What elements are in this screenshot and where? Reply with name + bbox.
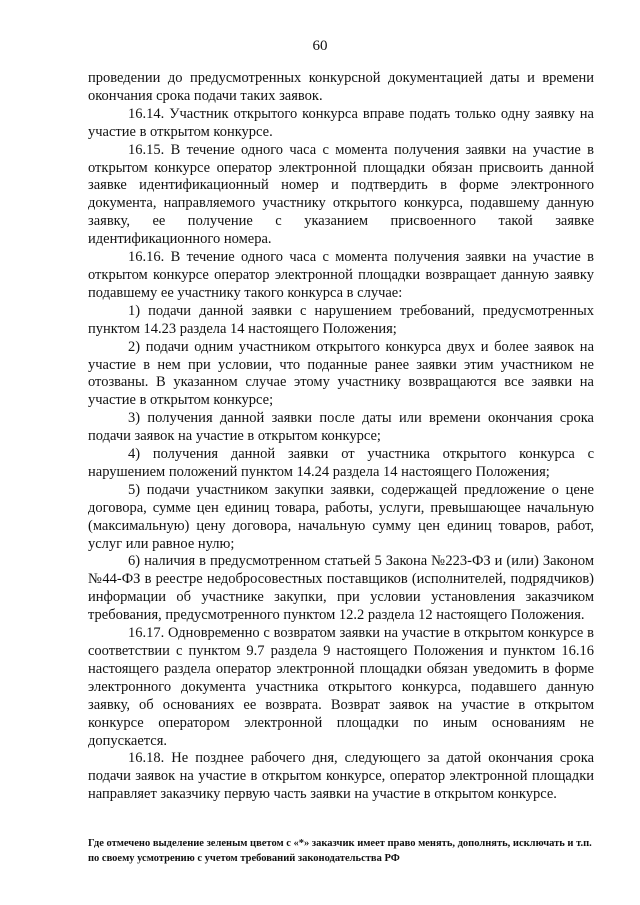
paragraph-16-15: 16.15. В течение одного часа с момента получения заявки на участие в открытом конкурсе оператор электронной площадки обязан присвоить данной заявке идентификационный номер и подтвердить в форме электронного документа, направляемого участнику открытого конкурса, подавшему данную заявку, ее получение с указанием присвоенного такой заявке идентификационного номера. (88, 141, 594, 248)
list-item-3: 3) получения данной заявки после даты или времени окончания срока подачи заявок на участие в открытом конкурсе; (88, 410, 594, 445)
paragraph-continuation: проведении до предусмотренных конкурсной документацией даты и времени окончания срока подачи таких заявок. (88, 70, 594, 104)
list-item-2: 2) подачи одним участником открытого конкурса двух и более заявок на участие в нем при условии, что поданные ранее заявки этим участником не отозваны. В указанном случае этому участнику возвращаются все заявки на участие в открытом конкурсе; (88, 338, 594, 409)
paragraph-16-18: 16.18. Не позднее рабочего дня, следующего за датой окончания срока подачи заявок на участие в открытом конкурсе, оператор электронной площадки направляет заказчику первую часть заявки на участие в открытом конкурсе. (88, 750, 594, 803)
paragraph-16-16: 16.16. В течение одного часа с момента получения заявки на участие в открытом конкурсе оператор электронной площадки возвращает данную заявку подавшему ее участнику такого конкурса в случае: (88, 249, 594, 301)
list-item-4: 4) получения данной заявки от участника открытого конкурса с нарушением положений пунктом 14.24 раздела 14 настоящего Положения; (88, 446, 594, 480)
paragraph-16-14: 16.14. Участник открытого конкурса вправе подать только одну заявку на участие в открытом конкурсе. (88, 105, 594, 140)
list-item-5: 5) подачи участником закупки заявки, содержащей предложение о цене договора, сумме цен единиц товара, работы, услуги, превышающее начальную (максимальную) цену договора, начальную сумму цен единиц товаров, работ, услуг или равное нулю; (88, 481, 594, 552)
paragraph-16-17: 16.17. Одновременно с возвратом заявки на участие в открытом конкурсе в соответствии с пунктом 9.7 раздела 9 настоящего Положения и пунктом 16.16 настоящего раздела оператор электронной площадки обязан уведомить в форме электронного документа участника открытого конкурса, подавшего данную заявку, об основаниях ее возврата. Возврат заявок на участие в открытом конкурсе оператором электронной площадки по иным основаниям не допускается. (88, 625, 594, 749)
list-item-1: 1) подачи данной заявки с нарушением требований, предусмотренных пунктом 14.23 раздела 14 настоящего Положения; (88, 302, 594, 337)
document-body (88, 70, 594, 804)
footnote: Где отмечено выделение зеленым цветом с «*» заказчик имеет право менять, дополнять, исключать и т.п. по своему усмотрению с учетом требований законодательства РФ (88, 838, 592, 864)
page-number: 60 (312, 38, 328, 54)
list-item-6: 6) наличия в предусмотренном статьей 5 Закона №223-ФЗ и (или) Законом №44-ФЗ в реестре недобросовестных поставщиков (исполнителей, подрядчиков) информации об участнике закупки, при условии установления заказчиком требования, предусмотренного пунктом 12.2 раздела 12 настоящего Положения. (88, 553, 594, 624)
